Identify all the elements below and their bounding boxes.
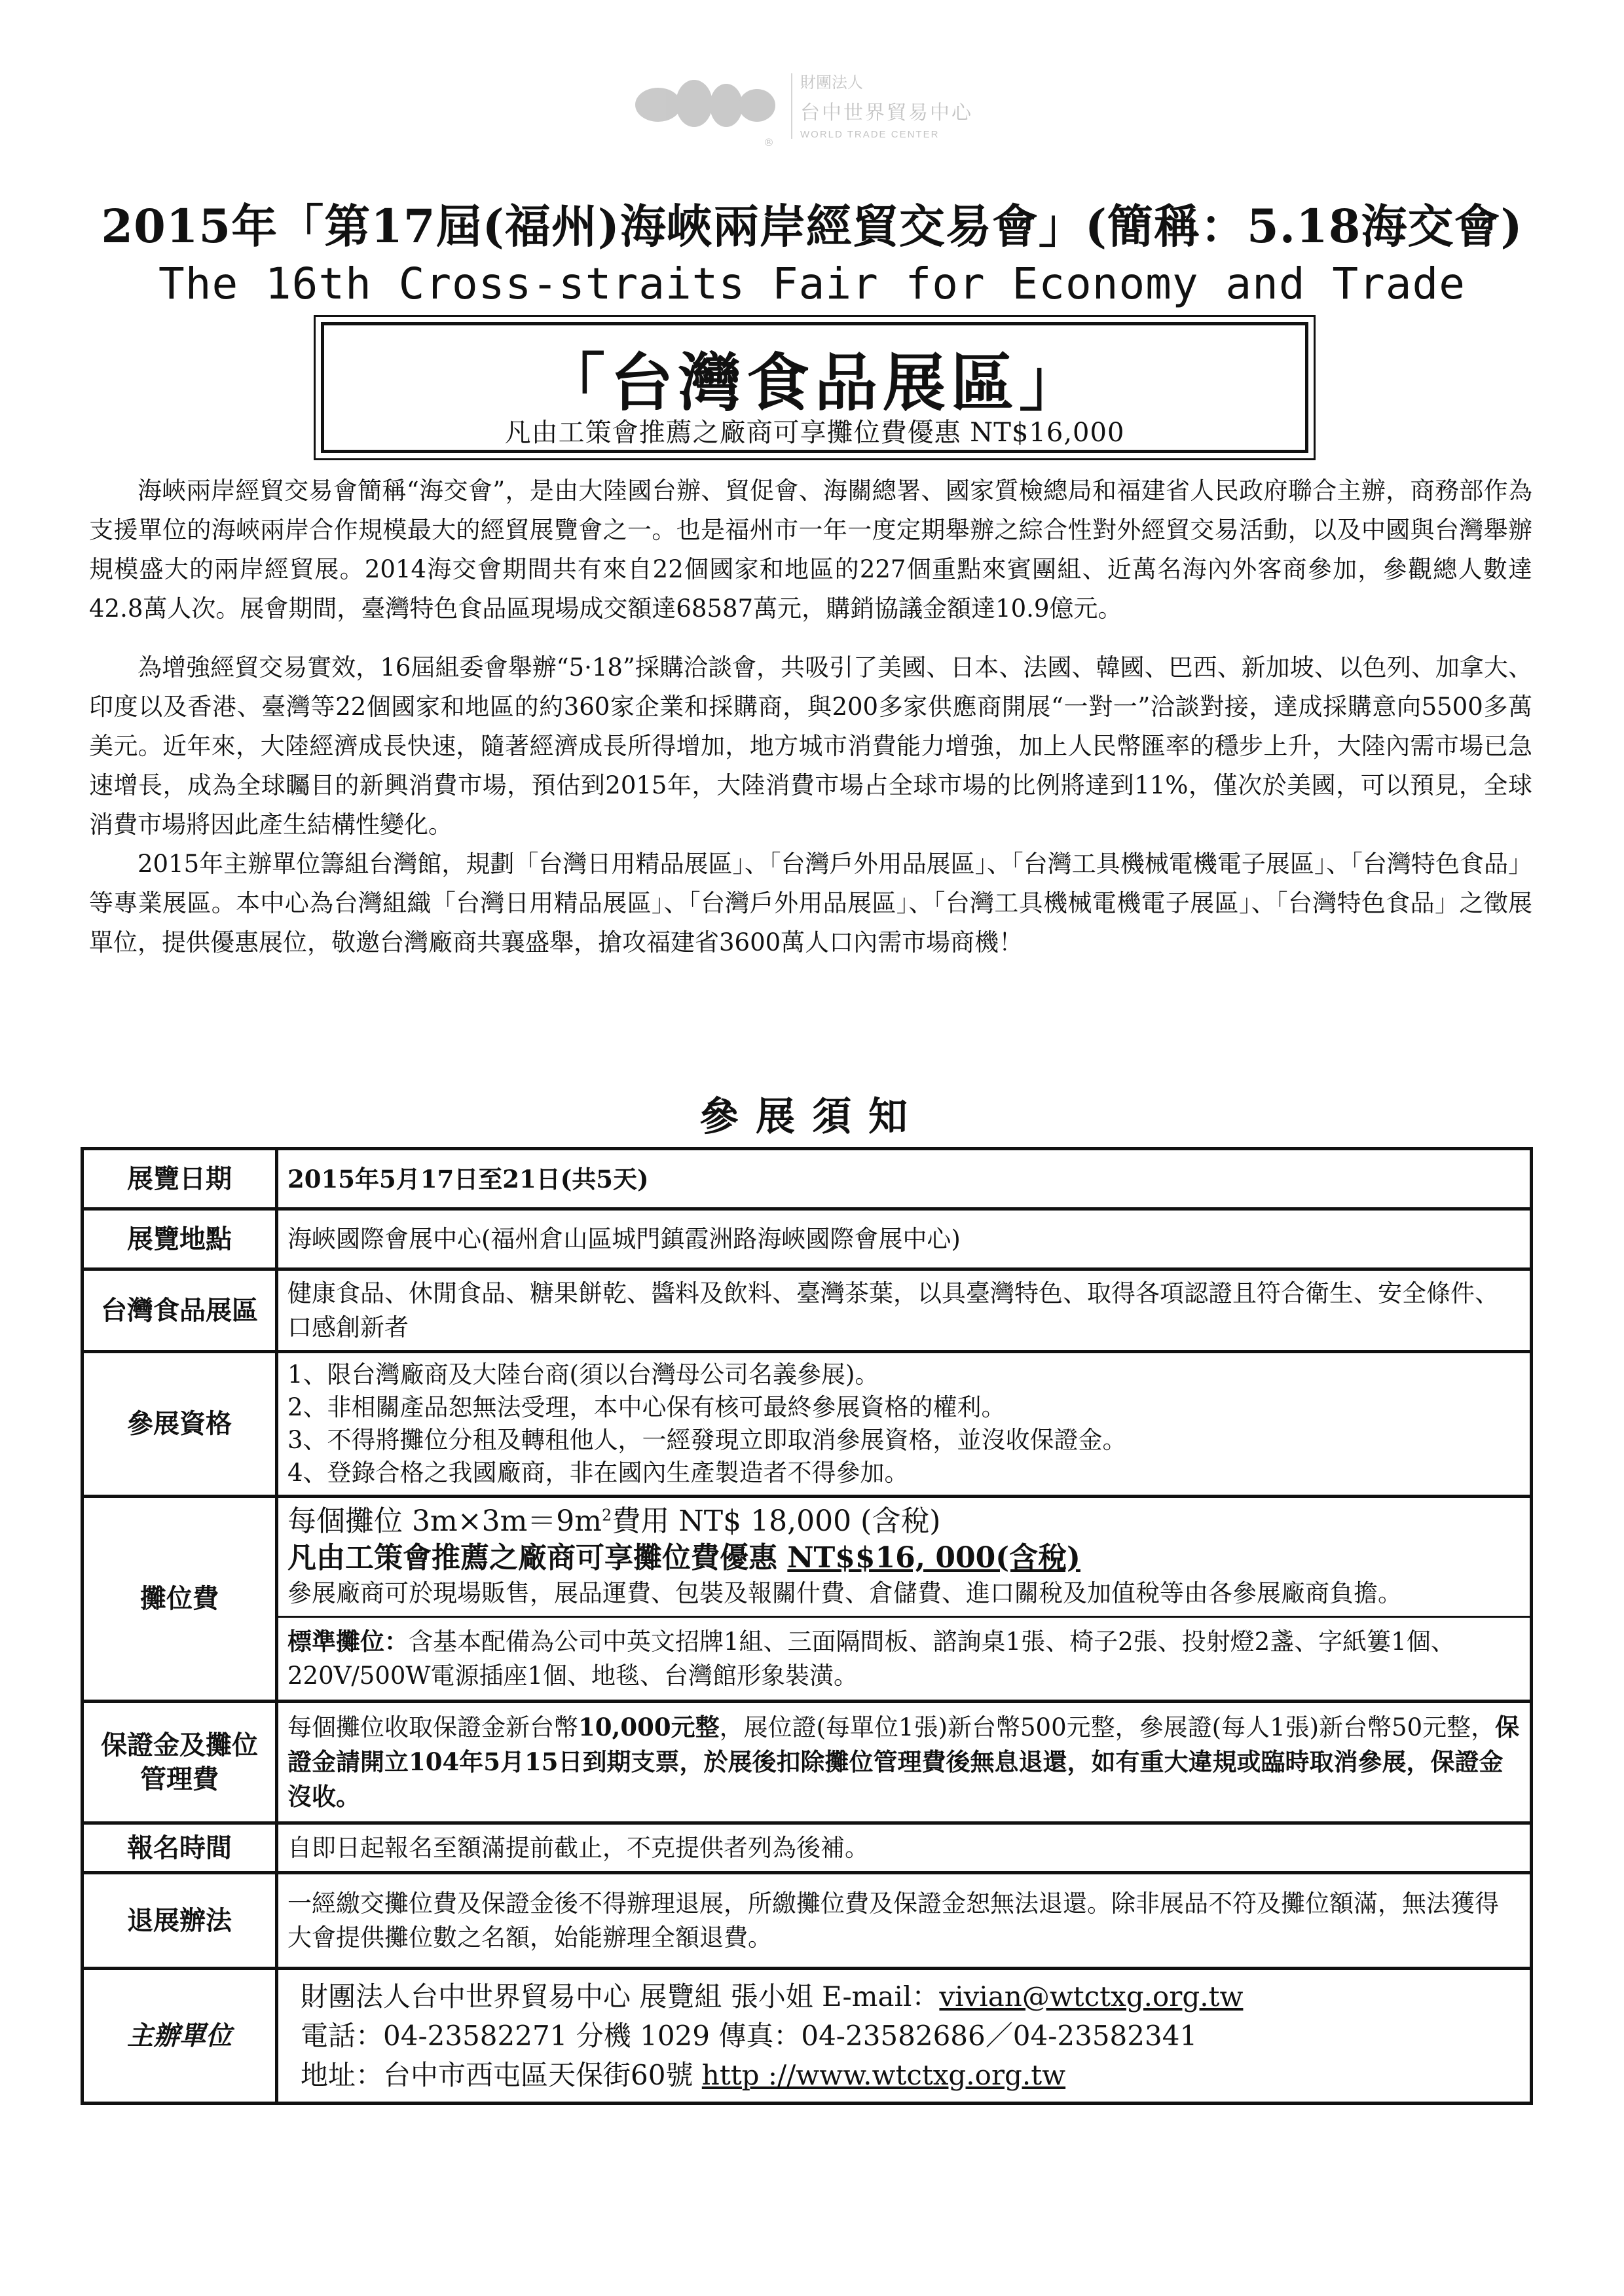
wtc-logo-text: 財團法人 台中世界貿易中心 WORLD TRADE CENTER: [800, 74, 973, 140]
venue-label: 展覽地點: [83, 1209, 277, 1269]
zone-label: 台灣食品展區: [83, 1269, 277, 1352]
qualification-item: 2、非相關產品恕無法受理，本中心保有核可最終參展資格的權利。: [287, 1393, 1006, 1421]
registered-mark: ®: [764, 136, 774, 149]
registration-label: 報名時間: [83, 1823, 277, 1873]
row-refund: [83, 1873, 1532, 1969]
row-fee: [83, 1497, 1532, 1702]
row-organizer: [83, 1969, 1532, 2104]
zone-subtitle: 凡由工策會推薦之廠商可享攤位費優惠 NT$16,000: [504, 418, 1125, 448]
qualification-item: 1、限台灣廠商及大陸台商(須以台灣母公司名義參展)。: [287, 1360, 879, 1389]
qualification-item: 3、不得將攤位分租及轉租他人，一經發現立即取消參展資格，並沒收保證金。: [287, 1426, 1127, 1454]
date-value: 2015年5月17日至21日(共5天): [277, 1149, 1532, 1209]
refund-value: 一經繳交攤位費及保證金後不得辦理退展，所繳攤位費及保證金恕無法退還。除非展品不符及攤位額滿，無法獲得大會提供攤位數之名額，始能辦理全額退費。: [277, 1873, 1532, 1969]
zone-value: 健康食品、休閒食品、糖果餅乾、醬料及飲料、臺灣茶葉，以具臺灣特色、取得各項認證且符合衛生、安全條件、口感創新者: [277, 1269, 1532, 1352]
registration-value: 自即日起報名至額滿提前截止，不克提供者列為後補。: [277, 1823, 1532, 1873]
qualification-list: [277, 1352, 1532, 1497]
organizer-label: 主辦單位: [83, 1969, 277, 2104]
organizer-line-3: 地址：台中市西屯區天保街60號 http ://www.wtctxg.org.tw: [301, 2058, 1066, 2091]
refund-label: 退展辦法: [83, 1873, 277, 1969]
zone-banner: [321, 322, 1308, 453]
standard-booth-label: 標準攤位：: [287, 1627, 409, 1656]
fee-superscript: 2: [602, 1506, 612, 1525]
standard-booth: [278, 1616, 1530, 1700]
intro-section: [89, 471, 1532, 962]
website-link[interactable]: http ://www.wtctxg.org.tw: [701, 2058, 1066, 2091]
row-venue: [83, 1209, 1532, 1269]
organizer-contact: [277, 1969, 1532, 2104]
fee-label: 攤位費: [83, 1497, 277, 1702]
notice-table: [81, 1147, 1533, 2105]
intro-paragraph-2: 為增強經貿交易實效，16屆組委會舉辦“5·18”採購洽談會，共吸引了美國、日本、法國、韓國、巴西、新加坡、以色列、加拿大、印度以及香港、臺灣等22個國家和地區的約360家企業和採購商，與200多家供應商開展“一對一”洽談對接，達成採購意向5500多萬美元。近年來，大陸經濟成長快速，隨著經濟成長所得增加，地方城市消費能力增強，加上人民幣匯率的穩步上升，大陸內需市場已急速增長，成為全球矚目的新興消費市場，預估到2015年，大陸消費市場占全球市場的比例將達到11%，僅次於美國，可以預見，全球消費市場將因此產生結構性變化。: [89, 653, 1532, 839]
wtc-logo: [629, 63, 995, 148]
deposit-label: 保證金及攤位管理費: [83, 1702, 277, 1823]
wtc-logo-mark: [629, 75, 786, 137]
fee-line-3: 參展廠商可於現場販售，展品運費、包裝及報關什費、倉儲費、進口關稅及加值稅等由各參展廠商負擔。: [287, 1579, 1402, 1607]
date-label: 展覽日期: [83, 1149, 277, 1209]
page-title-en: The 16th Cross-straits Fair for Economy and Trade: [158, 259, 1466, 309]
deposit-value: 每個攤位收取保證金新台幣10,000元整，展位證(每單位1張)新台幣500元整，參展證(每人1張)新台幣50元整，保證金請開立104年5月15日到期支票，於展後扣除攤位管理費後無息退還，如有重大違規或臨時取消參展，保證金沒收。: [277, 1702, 1532, 1823]
qualification-item: 4、登錄合格之我國廠商，非在國內生產製造者不得參加。: [287, 1459, 909, 1487]
row-registration: [83, 1823, 1532, 1873]
fee-discount-amount: NT$$16, 000(含稅): [787, 1541, 1080, 1575]
row-deposit: [83, 1702, 1532, 1823]
fee-line-1: 每個攤位 $3m\times 3m=9m^2$費用 NT$ 18,000 (含稅): [287, 1504, 941, 1538]
intro-paragraph-1: 海峽兩岸經貿交易會簡稱“海交會”，是由大陸國台辦、貿促會、海關總署、國家質檢總局和福建省人民政府聯合主辦，商務部作為支援單位的海峽兩岸合作規模最大的經貿展覽會之一。也是福州市一年一度定期舉辦之綜合性對外經貿交易活動，以及中國與台灣舉辦規模盛大的兩岸經貿展。2014海交會期間共有來自22個國家和地區的227個重點來賓團組、近萬名海內外客商參加，參觀總人數達42.8萬人次。展會期間，臺灣特色食品區現場成交額達68587萬元，購銷協議金額達10.9億元。: [89, 477, 1532, 623]
row-zone: [83, 1269, 1532, 1352]
logo-divider: [791, 73, 792, 139]
organizer-phone: 電話：04-23582271 分機 1029 傳真：04-23582686／04-23582341: [301, 2019, 1198, 2052]
organizer-line-1: 財團法人台中世界貿易中心 展覽組 張小姐 E-mail：vivian@wtctxg.org.tw: [301, 1980, 1244, 2013]
row-qualification: [83, 1352, 1532, 1497]
zone-title: 「台灣食品展區」: [542, 346, 1087, 420]
venue-value: 海峽國際會展中心(福州倉山區城門鎮霞洲路海峽國際會展中心): [277, 1209, 1532, 1269]
standard-booth-text: 含基本配備為公司中英文招牌1組、三面隔間板、諮詢桌1張、椅子2張、投射燈2盞、字紙簍1個、220V/500W電源插座1個、地毯、台灣館形象裝潢。: [287, 1628, 1455, 1690]
notice-title: 參展須知: [699, 1094, 925, 1140]
page-title-zh: 2015年「第17屆(福州)海峽兩岸經貿交易會」(簡稱：5.18海交會): [101, 199, 1523, 253]
fee-value: [277, 1497, 1532, 1702]
email-link[interactable]: vivian@wtctxg.org.tw: [939, 1980, 1244, 2013]
row-date: [83, 1149, 1532, 1209]
qualification-label: 參展資格: [83, 1352, 277, 1497]
intro-paragraph-3: 2015年主辦單位籌組台灣館，規劃「台灣日用精品展區」、「台灣戶外用品展區」、「台灣工具機械電機電子展區」、「台灣特色食品」等專業展區。本中心為台灣組織「台灣日用精品展區」、「台灣戶外用品展區」、「台灣工具機械電機電子展區」、「台灣特色食品」之徵展單位，提供優惠展位，敬邀台灣廠商共襄盛舉，搶攻福建省3600萬人口內需市場商機！: [89, 850, 1532, 957]
fee-line-2: 凡由工策會推薦之廠商可享攤位費優惠 NT$$16, 000(含稅): [287, 1541, 1080, 1575]
